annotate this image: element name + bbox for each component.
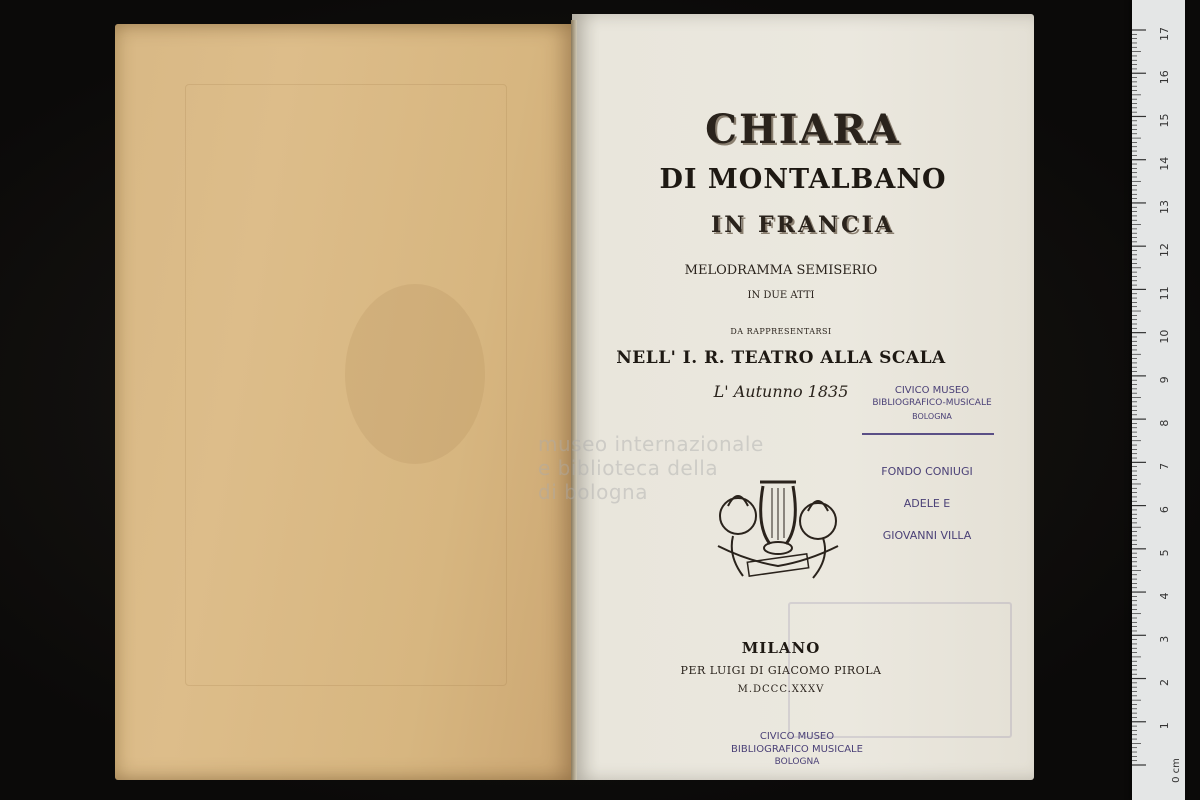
ruler-label: 4 bbox=[1158, 592, 1171, 600]
stamp-line: ADELE E bbox=[903, 497, 951, 510]
ruler-label: 15 bbox=[1158, 113, 1171, 128]
ruler-label: 5 bbox=[1158, 549, 1171, 557]
city-line: MILANO bbox=[741, 639, 821, 657]
ruler-unit-label: 0 cm bbox=[1170, 758, 1182, 783]
title-line-3: IN FRANCIA bbox=[710, 212, 895, 238]
stamp-line: BOLOGNA bbox=[912, 412, 952, 421]
year-line: M.DCCC.XXXV bbox=[737, 684, 825, 695]
title-line-1: CHIARA bbox=[705, 106, 901, 153]
ruler-label: 3 bbox=[1158, 635, 1171, 643]
stamp-line: BOLOGNA bbox=[774, 757, 820, 767]
left-endpaper bbox=[115, 24, 578, 780]
faded-stamp-outline bbox=[788, 602, 1012, 738]
stamp-line: BIBLIOGRAFICO-MUSICALE bbox=[872, 398, 992, 408]
fund-stamp bbox=[877, 456, 977, 552]
stamp-rule bbox=[862, 433, 994, 435]
measuring-ruler bbox=[1132, 0, 1185, 800]
ruler-label: 1 bbox=[1158, 722, 1171, 730]
stamp-line: GIOVANNI VILLA bbox=[882, 529, 972, 542]
ruler-label: 17 bbox=[1158, 27, 1171, 41]
printer-line: PER LUIGI DI GIACOMO PIROLA bbox=[680, 664, 882, 677]
ruler-label: 8 bbox=[1158, 419, 1171, 427]
book-gutter bbox=[571, 20, 577, 780]
performance-note: DA RAPPRESENTARSI bbox=[730, 327, 832, 336]
watermark-line: e biblioteca della bbox=[538, 456, 719, 480]
ruler-label: 9 bbox=[1158, 376, 1171, 384]
ruler-label: 11 bbox=[1158, 286, 1171, 301]
acts-line: IN DUE ATTI bbox=[747, 290, 815, 301]
title-page bbox=[572, 14, 1034, 780]
ruler-label: 12 bbox=[1158, 243, 1171, 258]
ruler-scale bbox=[1132, 0, 1185, 800]
stamp-line: FONDO CONIUGI bbox=[881, 465, 973, 478]
ruler-label: 7 bbox=[1158, 462, 1171, 470]
museum-stamp-top bbox=[862, 384, 1002, 423]
ruler-label: 2 bbox=[1158, 679, 1171, 687]
watermark-line: di bologna bbox=[538, 480, 648, 504]
stamp-line: BIBLIOGRAFICO MUSICALE bbox=[731, 744, 863, 755]
season-line: L' Autunno 1835 bbox=[713, 382, 849, 401]
stamp-line: CIVICO MUSEO bbox=[759, 731, 835, 742]
title-line-2: DI MONTALBANO bbox=[659, 164, 947, 195]
genre-line: MELODRAMMA SEMISERIO bbox=[684, 263, 878, 278]
museum-stamp-bottom bbox=[722, 730, 872, 769]
ruler-label: 16 bbox=[1158, 70, 1171, 85]
paper-stain bbox=[345, 284, 485, 464]
watermark-line: museo internazionale bbox=[538, 432, 764, 456]
ruler-label: 10 bbox=[1158, 329, 1171, 344]
ruler-label: 6 bbox=[1158, 506, 1171, 514]
ruler-label: 14 bbox=[1158, 156, 1171, 171]
ruler-label: 13 bbox=[1158, 199, 1171, 214]
theatre-line: NELL' I. R. TEATRO ALLA SCALA bbox=[616, 348, 946, 368]
digitization-watermark bbox=[538, 432, 764, 504]
stamp-line: CIVICO MUSEO bbox=[894, 385, 970, 396]
